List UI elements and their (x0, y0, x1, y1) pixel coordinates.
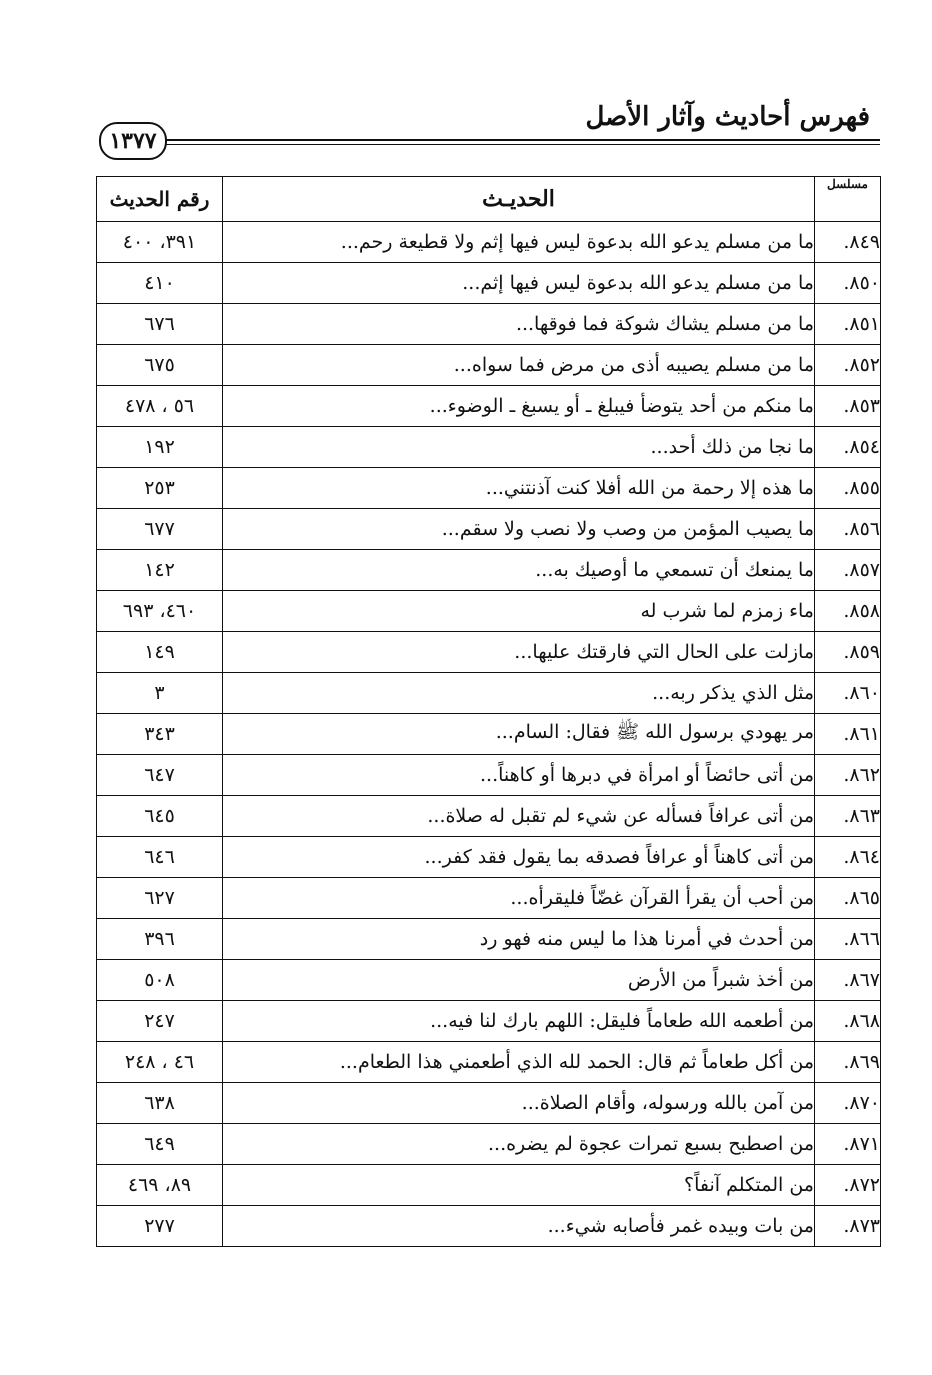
table-row (97, 1206, 881, 1247)
hadith-text-cell: ما من مسلم يدعو الله بدعوة ليس فيها إثم... (223, 263, 815, 304)
table-row (97, 263, 881, 304)
hadith-number-cell: ٦٤٩ (97, 1124, 223, 1165)
table-row (97, 837, 881, 878)
hadith-index-table (96, 176, 881, 1247)
table-row (97, 468, 881, 509)
hadith-text-cell: من أخذ شبراً من الأرض (223, 960, 815, 1001)
hadith-number-cell: ٦٤٦ (97, 837, 223, 878)
header-rule-thin (166, 144, 880, 145)
hadith-number-cell: ٣٤٣ (97, 714, 223, 755)
page-header (96, 100, 880, 160)
serial-cell: ٨٧٠. (815, 1083, 881, 1124)
hadith-text-cell: ما من مسلم يصيبه أذى من مرض فما سواه... (223, 345, 815, 386)
table-row (97, 1165, 881, 1206)
table-row (97, 591, 881, 632)
hadith-number-cell: ٤٦ ، ٢٤٨ (97, 1042, 223, 1083)
serial-cell: ٨٧١. (815, 1124, 881, 1165)
hadith-number-cell: ٦٣٨ (97, 1083, 223, 1124)
serial-cell: ٨٥٨. (815, 591, 881, 632)
table-row (97, 673, 881, 714)
hadith-number-cell: ١٤٩ (97, 632, 223, 673)
table-row (97, 345, 881, 386)
table-row (97, 222, 881, 263)
page-number: ١٣٧٧ (99, 122, 167, 160)
table-row (97, 1083, 881, 1124)
table-row (97, 1001, 881, 1042)
serial-cell: ٨٦٣. (815, 796, 881, 837)
hadith-number-cell: ٨٩، ٤٦٩ (97, 1165, 223, 1206)
serial-cell: ٨٥٢. (815, 345, 881, 386)
hadith-text-cell: ماء زمزم لما شرب له (223, 591, 815, 632)
hadith-number-cell: ٦٧٧ (97, 509, 223, 550)
hadith-text-cell: ما منكم من أحد يتوضأ فيبلغ ـ أو يسبغ ـ الوضوء... (223, 386, 815, 427)
serial-cell: ٨٦٦. (815, 919, 881, 960)
hadith-number-cell: ٦٤٥ (97, 796, 223, 837)
table-header-row (97, 177, 881, 222)
hadith-text-cell: ما هذه إلا رحمة من الله أفلا كنت آذنتني... (223, 468, 815, 509)
serial-cell: ٨٧٢. (815, 1165, 881, 1206)
table-row (97, 427, 881, 468)
hadith-text-cell: ما من مسلم يدعو الله بدعوة ليس فيها إثم ولا قطيعة رحم... (223, 222, 815, 263)
hadith-number-cell: ٦٧٥ (97, 345, 223, 386)
hadith-text-cell: من المتكلم آنفاً؟ (223, 1165, 815, 1206)
table-row (97, 1124, 881, 1165)
hadith-number-cell: ٣ (97, 673, 223, 714)
serial-cell: ٨٤٩. (815, 222, 881, 263)
serial-cell: ٨٦٧. (815, 960, 881, 1001)
serial-cell: ٨٥١. (815, 304, 881, 345)
serial-cell: ٨٥٣. (815, 386, 881, 427)
table-row (97, 755, 881, 796)
hadith-text-cell: مثل الذي يذكر ربه... (223, 673, 815, 714)
header-rule (166, 139, 880, 141)
hadith-number-cell: ٢٤٧ (97, 1001, 223, 1042)
serial-cell: ٨٥٧. (815, 550, 881, 591)
table-row (97, 632, 881, 673)
serial-cell: ٨٥٦. (815, 509, 881, 550)
serial-cell: ٨٦٥. (815, 878, 881, 919)
table-row (97, 796, 881, 837)
serial-cell: ٨٦٠. (815, 673, 881, 714)
hadith-text-cell: ما يصيب المؤمن من وصب ولا نصب ولا سقم... (223, 509, 815, 550)
table-row (97, 878, 881, 919)
serial-cell: ٨٦١. (815, 714, 881, 755)
column-header-number: رقم الحديث (97, 177, 223, 222)
table-row (97, 304, 881, 345)
hadith-text-cell: مر يهودي برسول الله ﷺ فقال: السام... (223, 714, 815, 755)
hadith-text-cell: من بات وبيده غمر فأصابه شيء... (223, 1206, 815, 1247)
hadith-number-cell: ١٩٢ (97, 427, 223, 468)
table-row (97, 550, 881, 591)
hadith-text-cell: من أتى حائضاً أو امرأة في دبرها أو كاهناً... (223, 755, 815, 796)
column-header-hadith: الحديـث (223, 177, 815, 222)
serial-cell: ٨٦٩. (815, 1042, 881, 1083)
serial-cell: ٨٦٢. (815, 755, 881, 796)
hadith-number-cell: ١٤٢ (97, 550, 223, 591)
hadith-text-cell: من أحب أن يقرأ القرآن غضّاً فليقرأه... (223, 878, 815, 919)
hadith-number-cell: ٦٧٦ (97, 304, 223, 345)
hadith-number-cell: ٣٩٦ (97, 919, 223, 960)
serial-cell: ٨٥٥. (815, 468, 881, 509)
hadith-number-cell: ٥٦ ، ٤٧٨ (97, 386, 223, 427)
table-row (97, 386, 881, 427)
hadith-text-cell: من أتى عرافاً فسأله عن شيء لم تقبل له صلاة... (223, 796, 815, 837)
hadith-text-cell: من أطعمه الله طعاماً فليقل: اللهم بارك لنا فيه... (223, 1001, 815, 1042)
hadith-text-cell: ما نجا من ذلك أحد... (223, 427, 815, 468)
hadith-text-cell: مازلت على الحال التي فارقتك عليها... (223, 632, 815, 673)
table-row (97, 714, 881, 755)
hadith-number-cell: ٤٦٠، ٦٩٣ (97, 591, 223, 632)
table-row (97, 509, 881, 550)
serial-cell: ٨٦٨. (815, 1001, 881, 1042)
hadith-text-cell: من أكل طعاماً ثم قال: الحمد لله الذي أطعمني هذا الطعام... (223, 1042, 815, 1083)
serial-cell: ٨٥٤. (815, 427, 881, 468)
table-row (97, 1042, 881, 1083)
serial-cell: ٨٥٩. (815, 632, 881, 673)
hadith-text-cell: من أحدث في أمرنا هذا ما ليس منه فهو رد (223, 919, 815, 960)
hadith-number-cell: ٦٢٧ (97, 878, 223, 919)
serial-cell: ٨٥٠. (815, 263, 881, 304)
table-row (97, 960, 881, 1001)
hadith-number-cell: ٢٥٣ (97, 468, 223, 509)
hadith-text-cell: ما يمنعك أن تسمعي ما أوصيك به... (223, 550, 815, 591)
serial-cell: ٨٦٤. (815, 837, 881, 878)
hadith-text-cell: ما من مسلم يشاك شوكة فما فوقها... (223, 304, 815, 345)
hadith-number-cell: ٢٧٧ (97, 1206, 223, 1247)
serial-cell: ٨٧٣. (815, 1206, 881, 1247)
hadith-text-cell: من آمن بالله ورسوله، وأقام الصلاة... (223, 1083, 815, 1124)
hadith-text-cell: من اصطبح بسبع تمرات عجوة لم يضره... (223, 1124, 815, 1165)
column-header-serial: مسلسل (815, 177, 881, 222)
hadith-number-cell: ٥٠٨ (97, 960, 223, 1001)
page-title: فهرس أحاديث وآثار الأصل (585, 102, 870, 132)
hadith-number-cell: ٤١٠ (97, 263, 223, 304)
hadith-number-cell: ٣٩١، ٤٠٠ (97, 222, 223, 263)
table-row (97, 919, 881, 960)
hadith-text-cell: من أتى كاهناً أو عرافاً فصدقه بما يقول فقد كفر... (223, 837, 815, 878)
hadith-number-cell: ٦٤٧ (97, 755, 223, 796)
